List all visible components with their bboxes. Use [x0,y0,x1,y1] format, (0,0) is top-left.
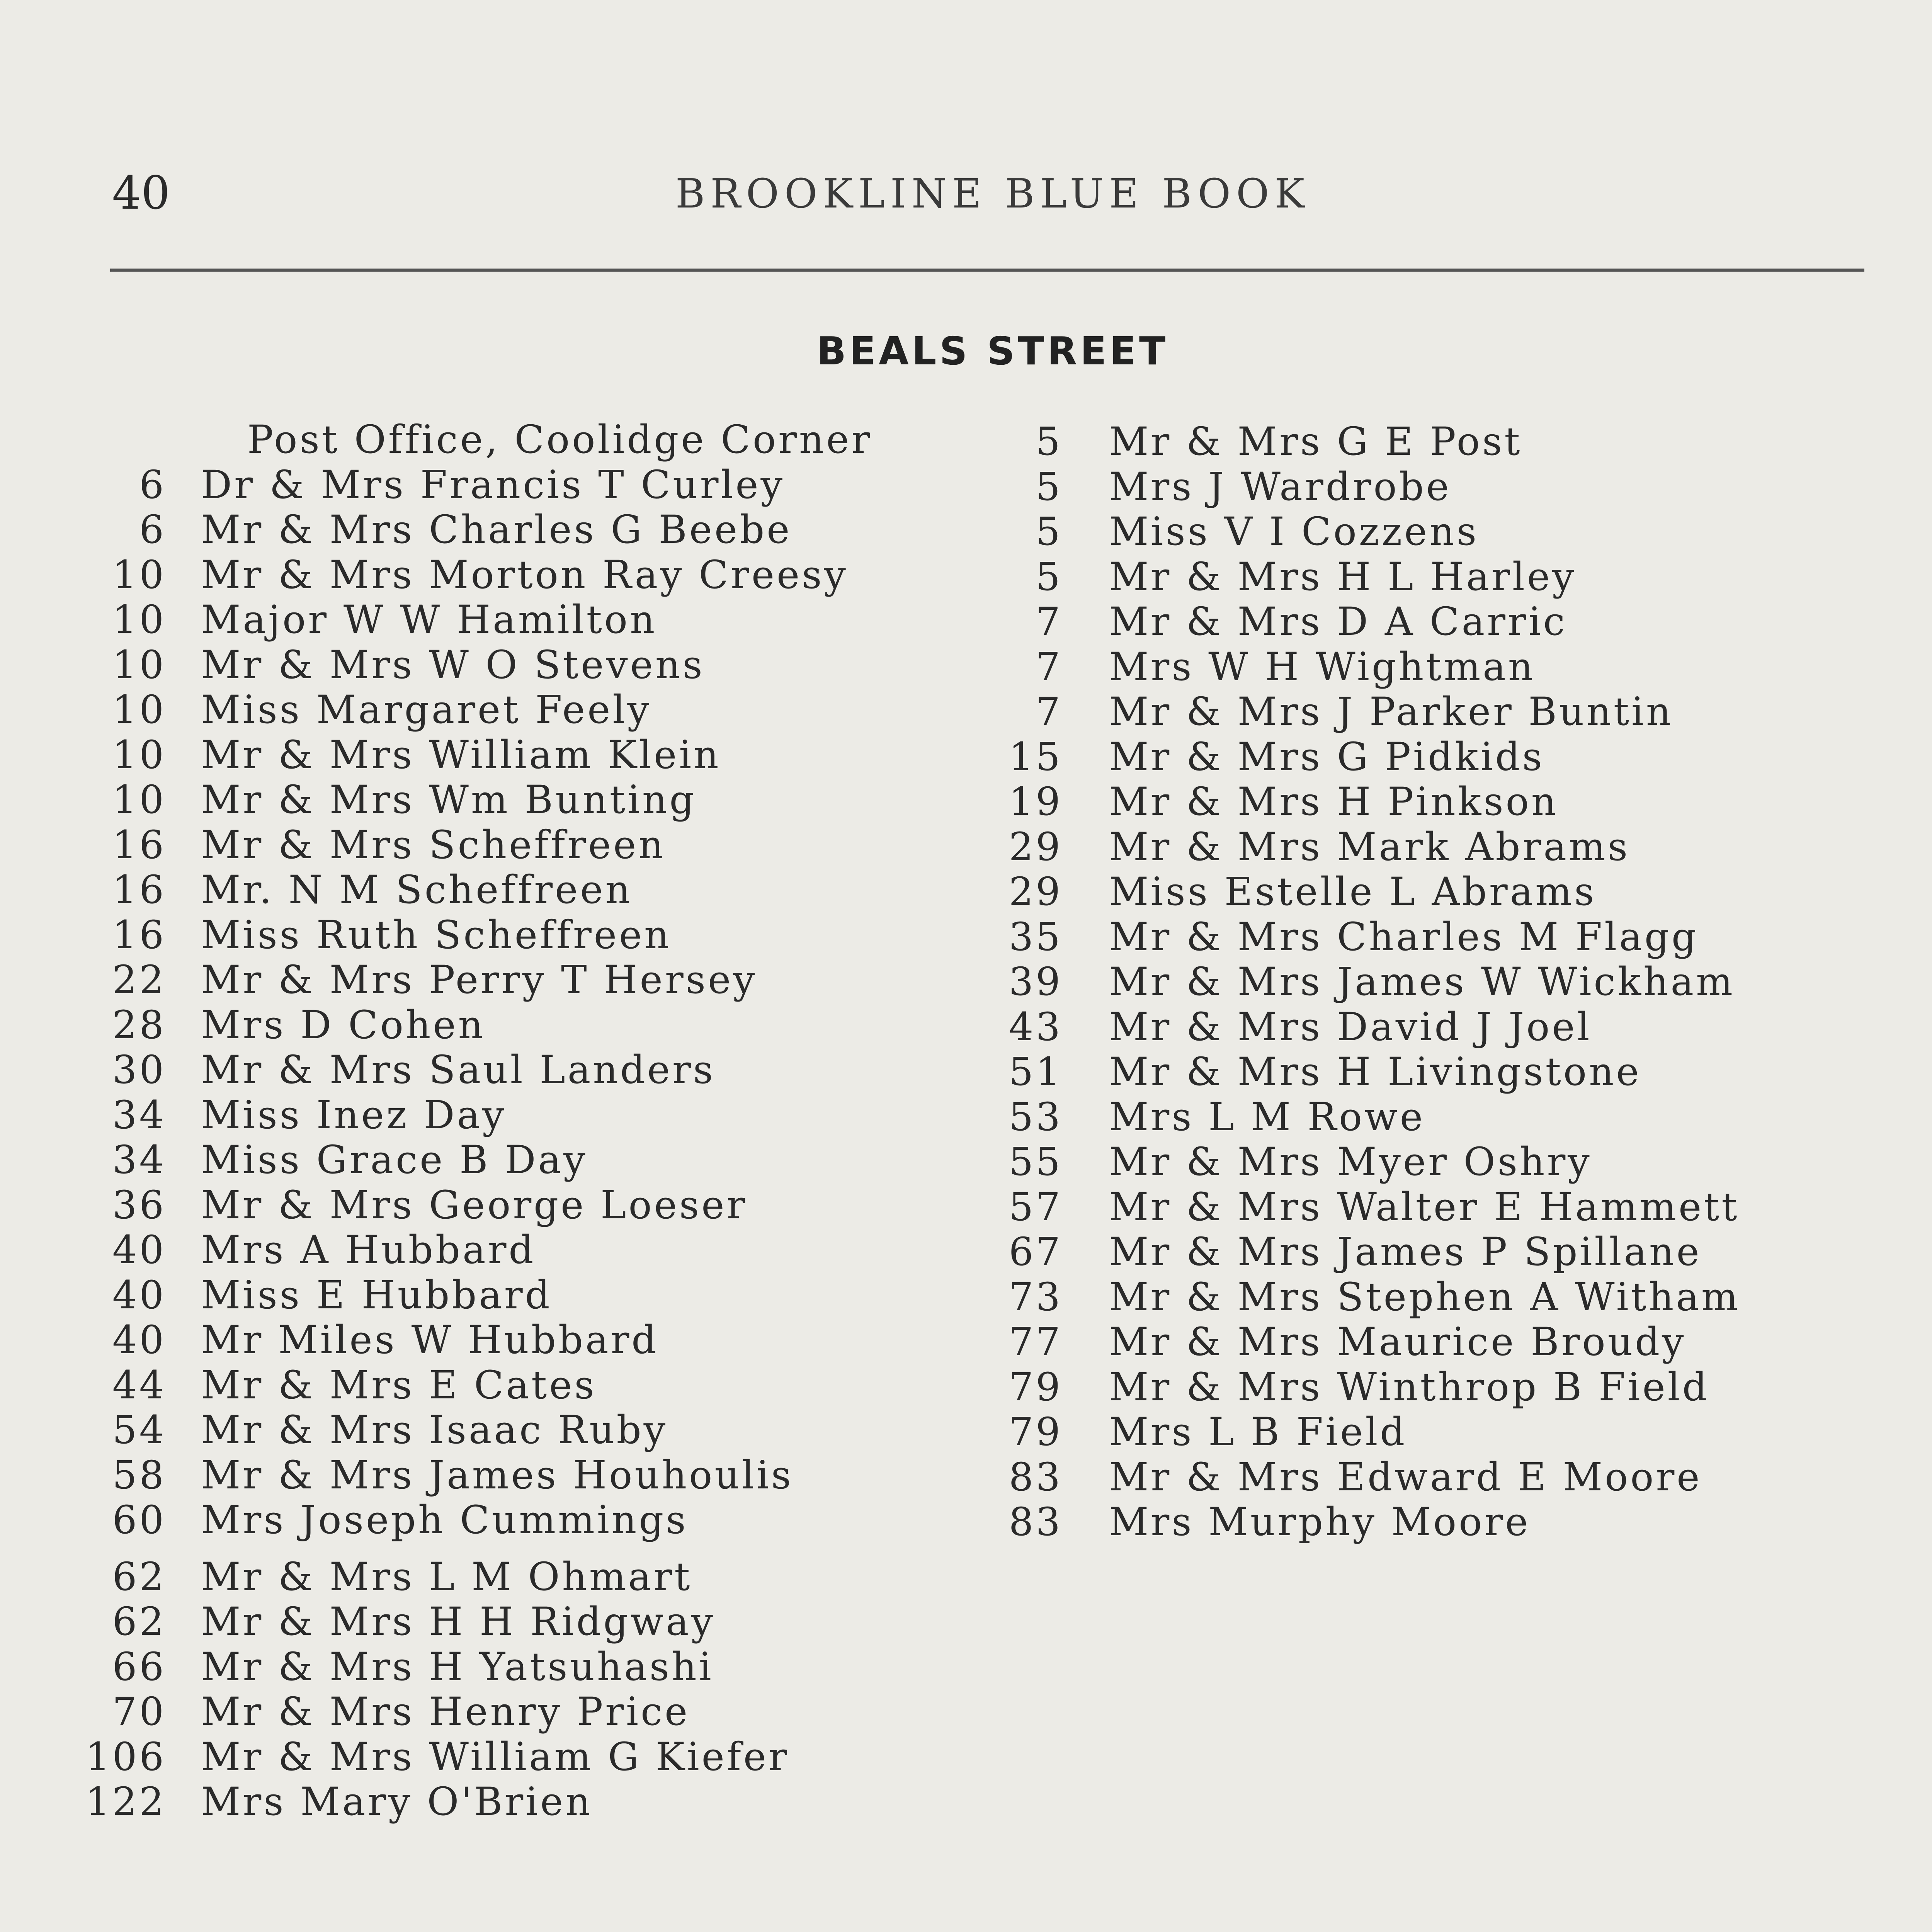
house-number: 10 [112,777,166,822]
house-number: 29 [1009,824,1063,869]
resident-name: Mr & Mrs Stephen A Witham [1109,1274,1740,1320]
house-number: 7 [1036,689,1063,734]
resident-name: Mr & Mrs W O Stevens [201,642,705,687]
house-number: 79 [1009,1409,1063,1454]
resident-name: Mr & Mrs H Livingstone [1109,1049,1641,1094]
house-number: 40 [112,1272,166,1318]
house-number: 10 [112,642,166,687]
house-number: 54 [112,1407,166,1452]
house-number: 73 [1009,1274,1063,1320]
resident-name: Miss Grace B Day [201,1137,588,1182]
resident-name: Mr & Mrs James W Wickham [1109,959,1735,1004]
house-number: 16 [112,867,166,912]
resident-name: Mr & Mrs Scheffreen [201,822,666,867]
resident-name: Mr & Mrs William Klein [201,732,721,777]
house-number: 62 [112,1599,166,1644]
resident-name: Mrs Murphy Moore [1109,1499,1531,1544]
house-number: 53 [1009,1094,1063,1139]
house-number: 15 [1009,734,1063,779]
resident-name: Mr. N M Scheffreen [201,867,633,912]
resident-name: Mr & Mrs Morton Ray Creesy [201,552,849,597]
running-title: BROOKLINE BLUE BOOK [675,170,1310,217]
resident-name: Mr & Mrs Edward E Moore [1109,1454,1702,1500]
house-number: 39 [1009,959,1063,1004]
header-rule [110,269,1864,272]
resident-name: Mr & Mrs E Cates [201,1362,597,1408]
house-number: 44 [112,1362,166,1408]
house-number: 66 [112,1644,166,1689]
resident-name: Miss E Hubbard [201,1272,552,1318]
resident-name: Mrs Joseph Cummings [201,1497,688,1543]
house-number: 106 [85,1734,166,1779]
house-number: 35 [1009,914,1063,959]
resident-name: Miss Estelle L Abrams [1109,869,1597,914]
resident-name: Miss Margaret Feely [201,687,651,732]
resident-name: Post Office, Coolidge Corner [247,417,872,462]
resident-name: Miss Ruth Scheffreen [201,912,672,957]
resident-name: Mrs L B Field [1109,1409,1407,1454]
resident-name: Mrs L M Rowe [1109,1094,1425,1139]
resident-name: Mr & Mrs D A Carric [1109,599,1567,644]
resident-name: Mr & Mrs J Parker Buntin [1109,689,1673,734]
resident-name: Mr & Mrs Henry Price [201,1689,690,1734]
house-number: 6 [139,462,166,507]
resident-name: Mr & Mrs William G Kiefer [201,1734,789,1779]
house-number: 77 [1009,1319,1063,1364]
resident-name: Mr & Mrs Walter E Hammett [1109,1184,1740,1230]
resident-name: Dr & Mrs Francis T Curley [201,462,785,507]
house-number: 22 [112,957,166,1002]
house-number: 7 [1036,599,1063,644]
house-number: 34 [112,1092,166,1138]
resident-name: Mr & Mrs James Houhoulis [201,1452,794,1498]
house-number: 7 [1036,644,1063,689]
resident-name: Mr & Mrs David J Joel [1109,1004,1592,1049]
section-title-beals-street: BEALS STREET [816,328,1169,374]
house-number: 67 [1009,1229,1063,1274]
house-number: 10 [112,732,166,777]
house-number: 58 [112,1452,166,1498]
resident-name: Miss Inez Day [201,1092,507,1138]
resident-name: Mr & Mrs Charles G Beebe [201,507,792,552]
resident-name: Mrs Mary O'Brien [201,1779,593,1824]
house-number: 29 [1009,869,1063,914]
house-number: 28 [112,1002,166,1048]
resident-name: Mr & Mrs Saul Landers [201,1047,716,1092]
resident-name: Mr & Mrs H H Ridgway [201,1599,716,1644]
resident-name: Major W W Hamilton [201,597,657,642]
resident-name: Mr & Mrs H Pinkson [1109,779,1559,824]
house-number: 79 [1009,1364,1063,1410]
house-number: 5 [1036,419,1063,464]
house-number: 62 [112,1554,166,1599]
resident-name: Mr & Mrs Winthrop B Field [1109,1364,1709,1410]
resident-name: Mrs J Wardrobe [1109,464,1451,509]
resident-name: Miss V I Cozzens [1109,509,1479,554]
resident-name: Mr & Mrs G E Post [1109,419,1522,464]
resident-name: Mrs D Cohen [201,1002,485,1048]
house-number: 5 [1036,554,1063,599]
resident-name: Mr & Mrs George Loeser [201,1182,748,1228]
resident-name: Mr & Mrs Mark Abrams [1109,824,1630,869]
house-number: 55 [1009,1139,1063,1184]
resident-name: Mr & Mrs H L Harley [1109,554,1577,599]
resident-name: Mr & Mrs James P Spillane [1109,1229,1702,1274]
house-number: 40 [112,1227,166,1272]
house-number: 30 [112,1047,166,1092]
resident-name: Mr & Mrs H Yatsuhashi [201,1644,714,1689]
resident-name: Mr & Mrs Wm Bunting [201,777,697,822]
house-number: 16 [112,912,166,957]
house-number: 51 [1009,1049,1063,1094]
house-number: 10 [112,687,166,732]
resident-name: Mrs W H Wightman [1109,644,1536,689]
house-number: 6 [139,507,166,552]
house-number: 5 [1036,509,1063,554]
house-number: 70 [112,1689,166,1734]
house-number: 83 [1009,1454,1063,1500]
resident-name: Mr & Mrs Maurice Broudy [1109,1319,1686,1364]
house-number: 10 [112,552,166,597]
house-number: 16 [112,822,166,867]
house-number: 36 [112,1182,166,1228]
resident-name: Mr Miles W Hubbard [201,1317,659,1362]
house-number: 5 [1036,464,1063,509]
house-number: 43 [1009,1004,1063,1049]
house-number: 19 [1009,779,1063,824]
resident-name: Mr & Mrs L M Ohmart [201,1554,692,1599]
resident-name: Mr & Mrs Charles M Flagg [1109,914,1699,959]
page-number: 40 [112,166,170,219]
house-number: 60 [112,1497,166,1543]
resident-name: Mr & Mrs G Pidkids [1109,734,1544,779]
house-number: 122 [85,1779,166,1824]
resident-name: Mr & Mrs Perry T Hersey [201,957,757,1002]
house-number: 83 [1009,1499,1063,1544]
house-number: 57 [1009,1184,1063,1230]
resident-name: Mrs A Hubbard [201,1227,536,1272]
resident-name: Mr & Mrs Isaac Ruby [201,1407,668,1452]
house-number: 40 [112,1317,166,1362]
house-number: 10 [112,597,166,642]
resident-name: Mr & Mrs Myer Oshry [1109,1139,1592,1184]
house-number: 34 [112,1137,166,1182]
